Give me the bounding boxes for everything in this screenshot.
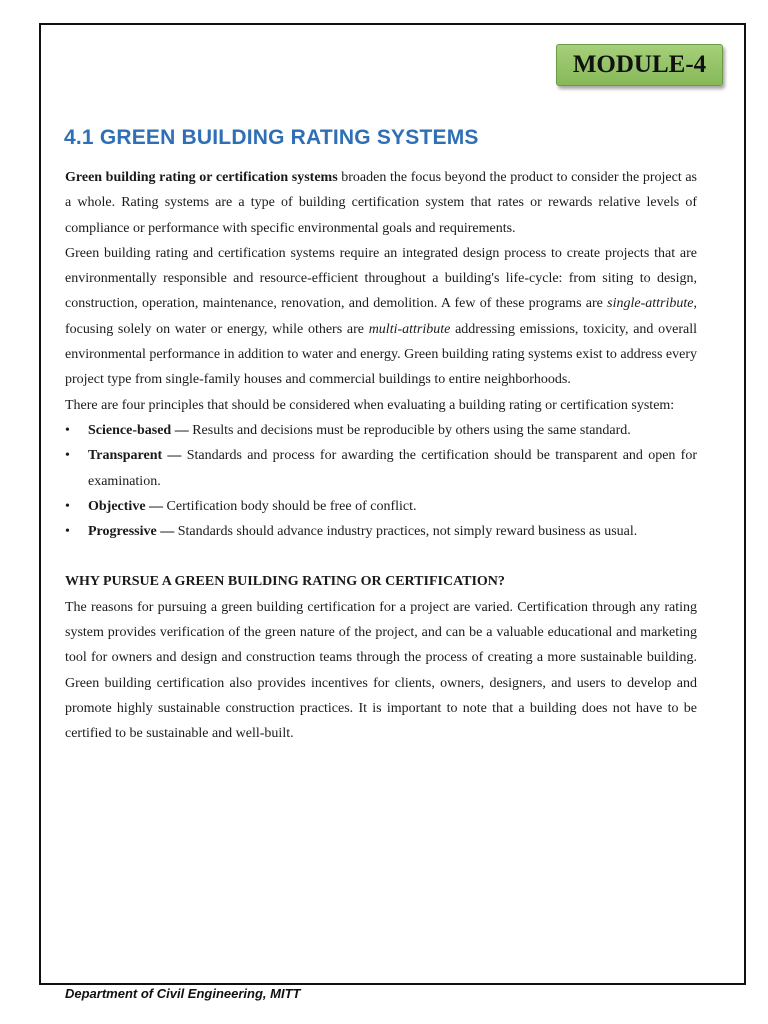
list-item (65, 443, 697, 494)
list-item (65, 418, 697, 443)
footer-department: Department of Civil Engineering, MITT (65, 986, 301, 1001)
why-heading: WHY PURSUE A GREEN BUILDING RATING OR CERTIFICATION? (65, 574, 505, 590)
principle-text: Certification body should be free of conflict. (163, 498, 417, 514)
intro-paragraph (65, 165, 697, 241)
single-attribute-term: single-attribute (607, 296, 694, 312)
principle-term: Objective — (88, 498, 164, 514)
principles-list (65, 418, 697, 544)
principle-term: Transparent — (88, 448, 182, 464)
principle-text: Standards should advance industry practices, not simply reward business as usual. (174, 524, 638, 540)
section-title: 4.1 GREEN BUILDING RATING SYSTEMS (64, 126, 479, 149)
document-body (65, 165, 697, 747)
list-item (65, 494, 697, 519)
why-paragraph: The reasons for pursuing a green building certification for a project are varied. Certification through any rating system provides verification of the green nature of the project, and can be a valuable educational and marketing tool for owners and design and construction teams through the process of creating a more sustainable building. Green building certification also provides incentives for clients, owners, designers, and users to develop and promote highly sustainable construction practices. It is important to note that a building does not have to be certified to be sustainable and well-built. (65, 599, 697, 742)
design-process-paragraph (65, 241, 697, 393)
para2-part1: Green building rating and certification systems require an integrated design process to create projects that are environmentally responsible and resource-efficient throughout a building's life-cycle: from siting to design, construction, operation, maintenance, renovation, and demolition. A few of these programs are (65, 245, 697, 312)
para2-part3: addressing emissions, toxicity, and overall environmental performance in addition to water and energy. Green building rating systems exist to address every project type from single-family houses and commercial buildings to entire neighborhoods. (65, 321, 697, 388)
principle-term: Science-based — (88, 422, 189, 438)
intro-lead-rest: broaden the focus beyond the product to consider the project as a whole. Rating systems are a type of building certification system that rates or rewards relative levels of compliance or performance with specific environmental goals and requirements. (65, 170, 697, 236)
principle-text: Standards and process for awarding the certification should be transparent and open for examination. (88, 448, 698, 489)
intro-lead-bold: Green building rating or certification systems (65, 170, 338, 185)
principles-intro: There are four principles that should be considered when evaluating a building rating or certification system: (65, 397, 675, 413)
module-badge: MODULE-4 (556, 44, 723, 86)
principle-text: Results and decisions must be reproducible by others using the same standard. (188, 422, 631, 438)
list-item (65, 519, 697, 544)
multi-attribute-term: multi-attribute (368, 321, 451, 337)
principle-term: Progressive — (88, 524, 175, 540)
para2-part2: , focusing solely on water or energy, while others are (65, 296, 697, 337)
